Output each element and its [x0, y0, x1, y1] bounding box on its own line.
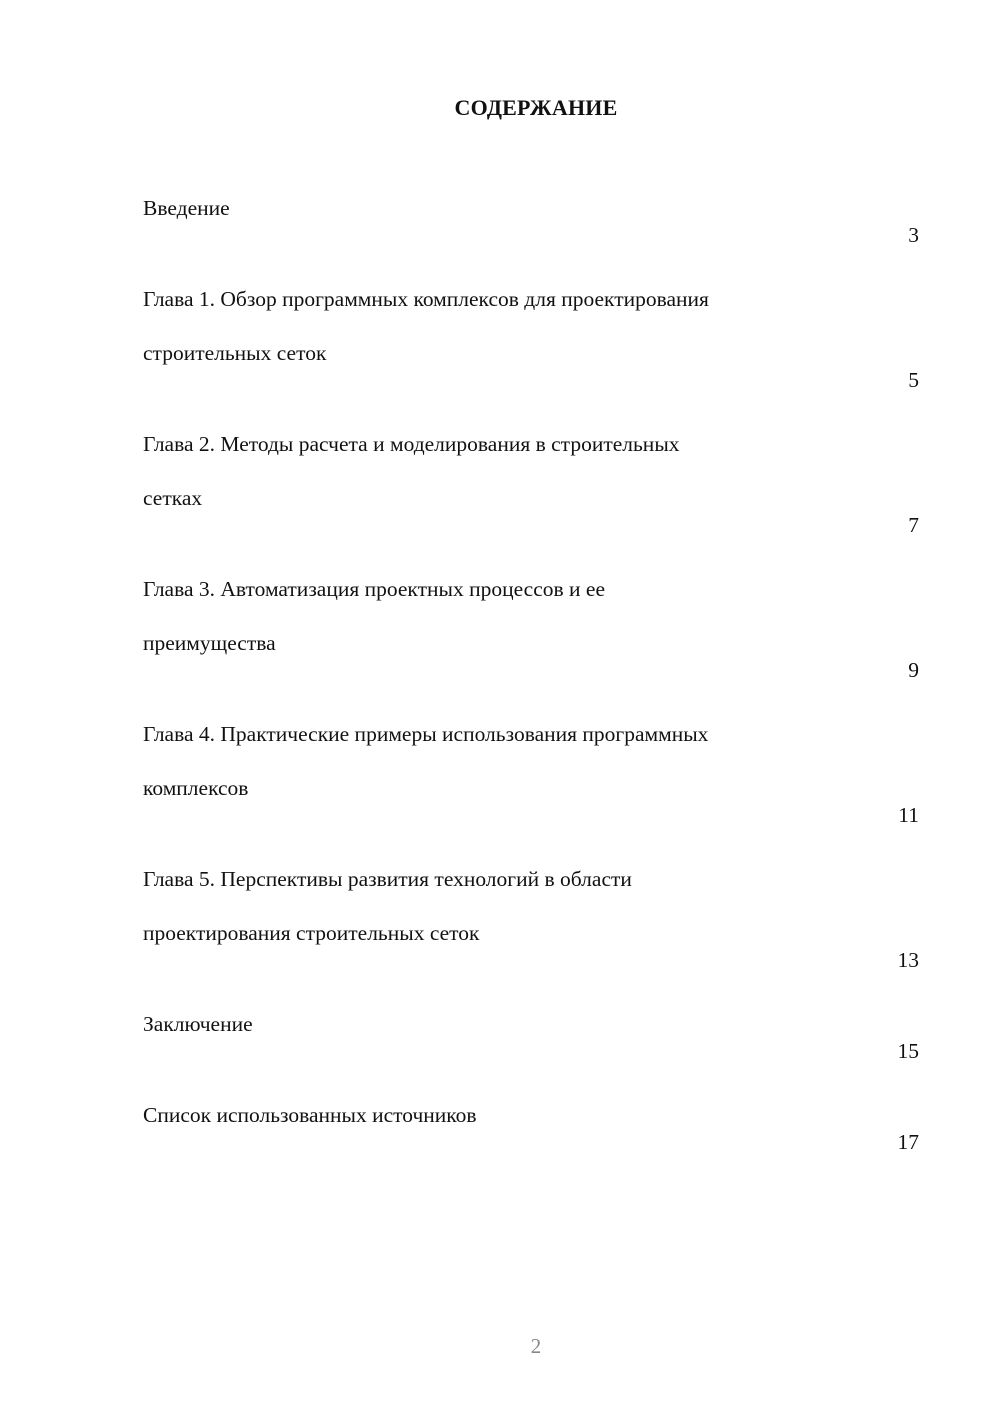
- toc-entry-page: 9: [908, 658, 919, 682]
- toc-entry-conclusion[interactable]: [143, 984, 919, 1065]
- toc-entry-text: [143, 1075, 889, 1156]
- toc-entry-chapter-5[interactable]: [143, 839, 919, 974]
- toc-entry-line: Глава 1. Обзор программных комплексов для проектирования: [143, 287, 709, 311]
- toc-entry-line: строительных сеток: [143, 341, 327, 365]
- toc-entry-line: Глава 5. Перспективы развития технологий в области: [143, 867, 632, 891]
- toc-entry-text: [143, 259, 889, 394]
- toc-entry-line: Глава 4. Практические примеры использования программных: [143, 722, 709, 746]
- toc-entry-line: Список использованных источников: [143, 1103, 477, 1127]
- toc-entry-text: [143, 984, 889, 1065]
- toc-entry-text: [143, 694, 889, 829]
- toc-entry-page: 7: [908, 513, 919, 537]
- toc-entry-line: проектирования строительных сеток: [143, 921, 480, 945]
- toc-entry-line: комплексов: [143, 776, 249, 800]
- toc-entry-page: 15: [897, 1039, 919, 1063]
- toc-entry-line: Глава 3. Автоматизация проектных процессов и ее: [143, 577, 605, 601]
- toc-entry-line: Заключение: [143, 1012, 253, 1036]
- toc-entry-text: [143, 839, 889, 974]
- toc-entry-line: преимущества: [143, 631, 276, 655]
- toc-title: СОДЕРЖАНИЕ: [454, 95, 618, 120]
- toc-entry-page: 5: [908, 368, 919, 392]
- toc-entry-references[interactable]: [143, 1075, 919, 1156]
- toc-entry-chapter-3[interactable]: [143, 549, 919, 684]
- toc-entry-line: Глава 2. Методы расчета и моделирования в строительных: [143, 432, 680, 456]
- toc-entry-chapter-1[interactable]: [143, 259, 919, 394]
- toc-entry-page: 3: [908, 223, 919, 247]
- toc-entry-line: сетках: [143, 486, 203, 510]
- toc-entry-introduction[interactable]: [143, 168, 919, 249]
- toc-entry-text: [143, 404, 889, 539]
- page-number: 2: [530, 1334, 542, 1358]
- toc-entry-chapter-4[interactable]: [143, 694, 919, 829]
- toc-entry-text: [143, 168, 889, 249]
- toc-entry-chapter-2[interactable]: [143, 404, 919, 539]
- toc-entry-page: 11: [898, 803, 919, 827]
- toc-entry-text: [143, 549, 889, 684]
- toc-entry-page: 17: [897, 1130, 919, 1154]
- toc-entry-line: Введение: [143, 196, 230, 220]
- toc-entry-page: 13: [897, 948, 919, 972]
- table-of-contents: [143, 168, 919, 1166]
